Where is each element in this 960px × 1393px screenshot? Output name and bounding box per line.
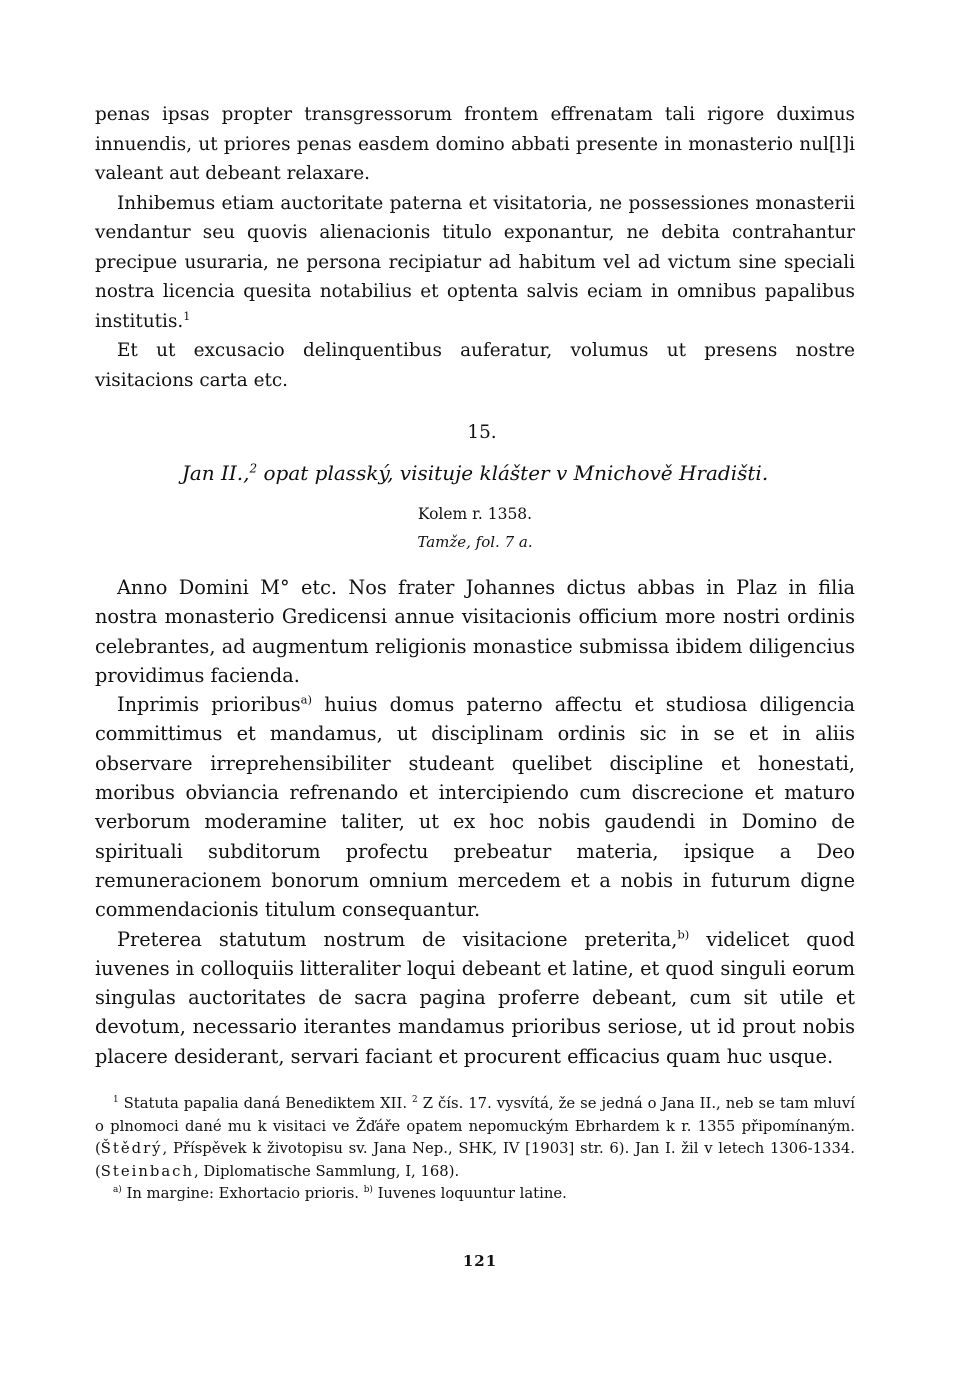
previous-document-text	[95, 100, 855, 395]
footnote-reference: a)	[300, 692, 313, 707]
footnote-reference: 1	[183, 309, 191, 323]
footnote: $^1$ Statuta papalia daná Benediktem XII. $^2$ Z čís. 17. vysvítá, že se jedná o Jana II., neb se tam mluví o plnomoci dané mu k visitaci ve Žďáře opatem nepomuckým Ebrhardem k r. 1355 připomínaným. (Štědrý, Příspěvek k životopisu sv. Jana Nep., SHK, IV [1903] str. 6). Jan I. žil v letech 1306-1334. (Steinbach, Diplomatische Sammlung, I, 168).	[95, 1095, 855, 1180]
footnote-reference: 2	[249, 461, 258, 476]
document-number: 15.	[467, 422, 497, 443]
footnotes	[95, 1093, 855, 1206]
paragraph: Inhibemus etiam auctoritate paterna et visitatoria, ne possessiones monasterii vendantur seu quovis alienacionis titulo exponantur, ne debita contrahantur precipue usuraria, ne persona recipiatur ad habitum vel ad victum sine speciali nostra licencia quesita notabilius et optenta salvis eciam in omnibus papalibus institutis.$^1$	[95, 192, 855, 332]
paragraph: Et ut excusacio delinquentibus auferatur, volumus ut presens nostre visitacions carta etc.	[95, 340, 855, 391]
page-content	[95, 100, 855, 1206]
paragraph: Anno Domini M° etc. Nos frater Johannes dictus abbas in Plaz in filia nostra monasterio Gredicensi annue visitacionis officium more nostri ordinis celebrantes, ad augmentum religionis monastice submissa ibidem diligencius providimus facienda.	[95, 576, 855, 687]
footnote-reference: b)	[677, 927, 690, 942]
paragraph: Inprimis prioribus$^{a)}$ huius domus paterno affectu et studiosa diligencia committimus et mandamus, ut disciplinam ordinis sic in se et in aliis observare irreprehensibiliter studeant quelibet discipline et honestati, moribus obviancia refrenando et intercipiendo cum discrecione et maturo verborum moderamine taliter, ut ex hoc nobis gaudendi in Domino de spirituali subditorum profectu prebeatur materia, ipsique a Deo remuneracionem bonorum omnium mercedem et a nobis in futurum digne commendacionis titulum consequantur.	[95, 692, 856, 922]
page-number: 121	[462, 1252, 498, 1270]
paragraph: Preterea statutum nostrum de visitacione preterita,$^{b)}$ videlicet quod iuvenes in colloquiis litteraliter loqui debeant et latine, et quod singuli eorum singulas auctoritates de sacra pagina proferre debeant, cum sit utile et devotum, necessario iterantes mandamus prioribus seriose, ut id prout nobis placere desiderant, servari faciant et procurent efficacius quam huc usque.	[95, 927, 855, 1068]
document-source: Tamže, fol. 7 a.	[417, 533, 533, 551]
paragraph: penas ipsas propter transgressorum frontem effrenatam tali rigore duximus innuendis, ut priores penas easdem domino abbati presente in monasterio nul[l]i valeant aut debeant relaxare.	[95, 104, 855, 184]
document-title: Jan II.,$^2$ opat plasský, visituje klášter v Mnichově Hradišti.	[181, 461, 769, 485]
footnote: $^{a)}$ In margine: Exhortacio prioris. $^{b)}$ Iuvenes loquuntur latine.	[113, 1185, 567, 1203]
document-body	[95, 573, 855, 1071]
document-date: Kolem r. 1358.	[417, 505, 533, 523]
